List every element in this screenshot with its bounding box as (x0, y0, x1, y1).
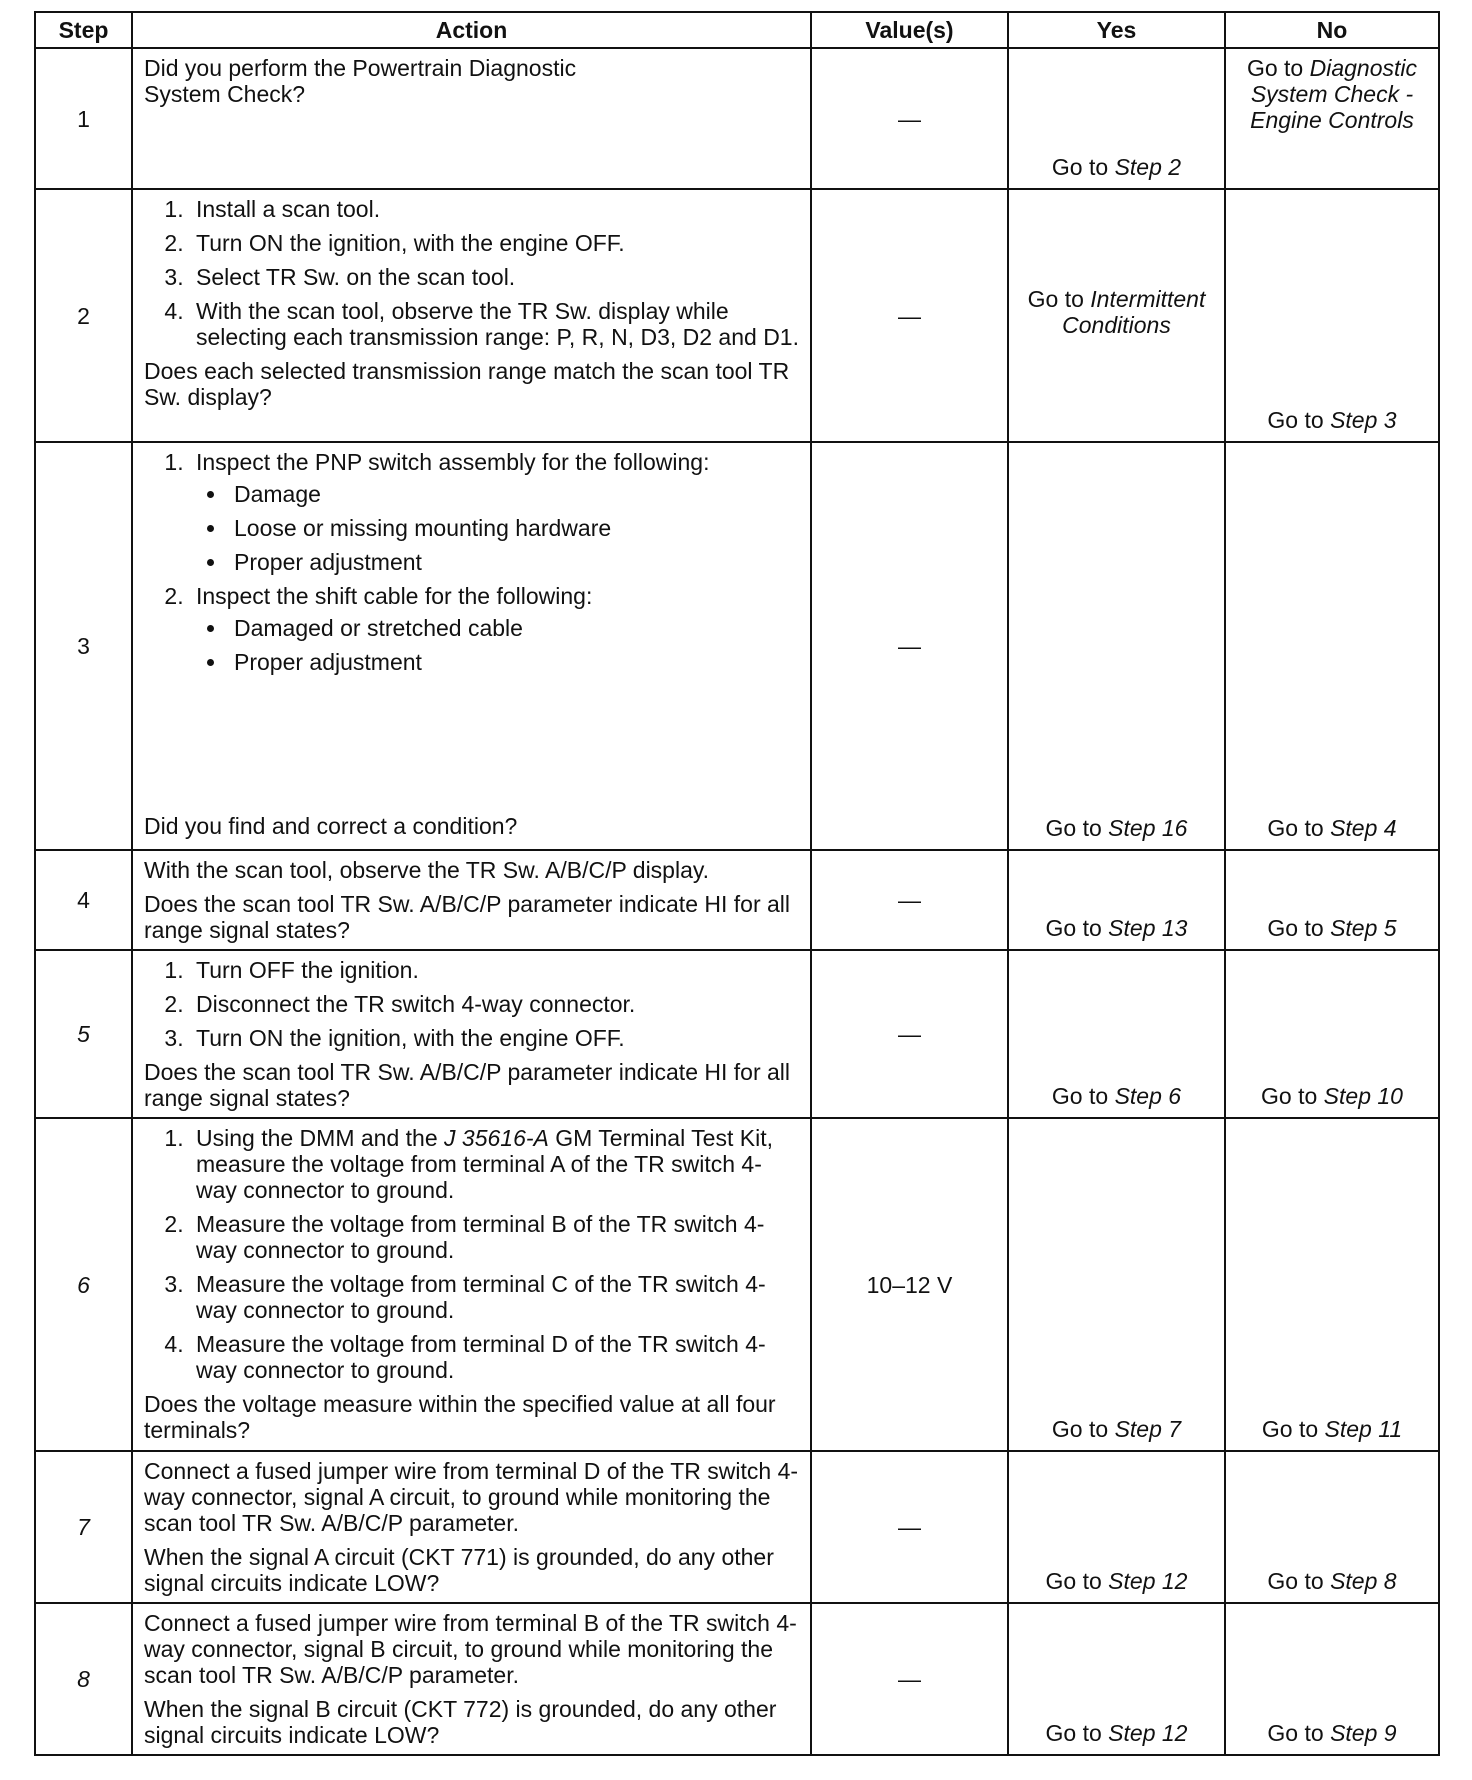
yes-link[interactable]: Step 12 (1108, 1568, 1188, 1594)
value-cell: — (811, 1603, 1008, 1755)
no-prefix: Go to (1261, 1083, 1324, 1109)
question-text: Does the voltage measure within the specified value at all four terminals? (144, 1391, 776, 1443)
yes-prefix: Go to (1045, 1720, 1109, 1746)
diagnostic-table (34, 11, 1440, 1756)
list-item-text: Inspect the PNP switch assembly for the following: (196, 449, 710, 475)
no-link[interactable]: Diagnostic System Check - Engine Controls (1250, 55, 1418, 133)
no-cell (1225, 1603, 1439, 1755)
yes-prefix: Go to (1051, 154, 1115, 180)
step-list (144, 196, 802, 350)
question-text: Does the scan tool TR Sw. A/B/C/P parameter indicate HI for all range signal states? (144, 891, 791, 943)
value-cell: — (811, 950, 1008, 1118)
no-prefix: Go to (1267, 1568, 1331, 1594)
step-number: 3 (35, 442, 132, 850)
step-number: 4 (35, 850, 132, 950)
no-cell (1225, 1451, 1439, 1603)
step-number: 5 (35, 950, 132, 1118)
header-step: Step (35, 12, 132, 48)
no-link[interactable]: Step 8 (1330, 1568, 1397, 1594)
list-item: 1. Turn OFF the ignition. (190, 957, 802, 983)
bullet-item: • Proper adjustment (228, 649, 802, 675)
bullet-item: • Loose or missing mounting hardware (228, 515, 802, 541)
yes-link[interactable]: Step 6 (1114, 1083, 1182, 1109)
bullet-item: • Proper adjustment (228, 549, 802, 575)
action-text: Connect a fused jumper wire from terminal D of the TR switch 4-way connector, signal A circuit, to ground while monitoring the scan tool TR Sw. A/B/C/P parameter. (144, 1458, 799, 1536)
question-text: When the signal B circuit (CKT 772) is grounded, do any other signal circuits indicate LOW? (144, 1696, 777, 1748)
action-cell (132, 442, 811, 850)
header-yes: Yes (1008, 12, 1225, 48)
yes-prefix: Go to (1045, 815, 1109, 841)
yes-link[interactable]: Step 12 (1108, 1720, 1188, 1746)
no-cell (1225, 1118, 1439, 1451)
yes-cell (1008, 48, 1225, 189)
list-item-text: Inspect the shift cable for the following: (196, 583, 593, 609)
table-row (35, 48, 1439, 189)
list-item: 1. Install a scan tool. (190, 196, 802, 222)
bullet-item: • Damage (228, 481, 802, 507)
list-item: 4. Measure the voltage from terminal D of the TR switch 4-way connector to ground. (190, 1331, 802, 1383)
action-text: With the scan tool, observe the TR Sw. A/B/C/P display. (144, 857, 710, 883)
yes-cell (1008, 189, 1225, 442)
yes-prefix: Go to (1045, 915, 1109, 941)
list-item (190, 583, 802, 675)
list-item: 2. Turn ON the ignition, with the engine OFF. (190, 230, 802, 256)
question-text: Does the scan tool TR Sw. A/B/C/P parameter indicate HI for all range signal states? (144, 1059, 791, 1111)
no-cell (1225, 442, 1439, 850)
bullet-list (196, 615, 802, 675)
value-cell: — (811, 850, 1008, 950)
table-row (35, 1603, 1439, 1755)
list-item: 4. With the scan tool, observe the TR Sw. display while selecting each transmission range: P, R, N, D3, D2 and D1. (190, 298, 802, 350)
no-cell (1225, 950, 1439, 1118)
no-link[interactable]: Step 11 (1324, 1416, 1403, 1442)
yes-link[interactable]: Step 16 (1108, 815, 1188, 841)
value-cell: — (811, 48, 1008, 189)
no-prefix: Go to (1246, 55, 1310, 81)
yes-link[interactable]: Step 13 (1108, 915, 1188, 941)
table-row (35, 950, 1439, 1118)
step-list (144, 1125, 802, 1383)
yes-prefix: Go to (1027, 285, 1091, 312)
no-link[interactable]: Step 10 (1323, 1083, 1403, 1109)
list-item: 2. Measure the voltage from terminal B of the TR switch 4-way connector to ground. (190, 1211, 802, 1263)
yes-prefix: Go to (1051, 1416, 1115, 1442)
action-cell (132, 1603, 811, 1755)
action-cell (132, 189, 811, 442)
step-number: 1 (35, 48, 132, 189)
step-list (144, 449, 802, 675)
yes-cell (1008, 1603, 1225, 1755)
no-link[interactable]: Step 4 (1330, 815, 1397, 841)
yes-link[interactable]: Step 2 (1114, 154, 1182, 180)
table-row (35, 850, 1439, 950)
list-item: 2. Disconnect the TR switch 4-way connector. (190, 991, 802, 1017)
no-cell (1225, 48, 1439, 189)
yes-link[interactable]: Step 7 (1114, 1416, 1182, 1442)
question-text: Does each selected transmission range match the scan tool TR Sw. display? (144, 358, 790, 410)
list-item (190, 449, 802, 575)
yes-cell (1008, 950, 1225, 1118)
action-text: Connect a fused jumper wire from terminal B of the TR switch 4-way connector, signal B circuit, to ground while monitoring the scan tool TR Sw. A/B/C/P parameter. (144, 1610, 797, 1688)
header-no: No (1225, 12, 1439, 48)
table-row (35, 189, 1439, 442)
action-cell (132, 850, 811, 950)
action-cell (132, 950, 811, 1118)
tool-name: J 35616-A (444, 1125, 549, 1151)
value-cell: 10–12 V (811, 1118, 1008, 1451)
no-cell (1225, 850, 1439, 950)
yes-cell (1008, 850, 1225, 950)
yes-prefix: Go to (1051, 1083, 1115, 1109)
list-item: 3. Select TR Sw. on the scan tool. (190, 264, 802, 290)
step-list (144, 957, 802, 1051)
step-number: 7 (35, 1451, 132, 1603)
header-row (35, 12, 1439, 48)
no-prefix: Go to (1261, 1416, 1325, 1442)
action-cell (132, 1451, 811, 1603)
table-row (35, 1118, 1439, 1451)
yes-cell (1008, 1451, 1225, 1603)
no-link[interactable]: Step 3 (1330, 407, 1397, 433)
value-cell: — (811, 1451, 1008, 1603)
list-item (190, 1125, 802, 1203)
list-item: 3. Measure the voltage from terminal C of the TR switch 4-way connector to ground. (190, 1271, 802, 1323)
no-prefix: Go to (1267, 915, 1331, 941)
yes-cell (1008, 1118, 1225, 1451)
yes-link[interactable]: Intermittent Conditions (1062, 285, 1206, 338)
no-cell (1225, 189, 1439, 442)
no-link[interactable]: Step 5 (1330, 915, 1397, 941)
step-number: 2 (35, 189, 132, 442)
action-cell (132, 1118, 811, 1451)
no-link[interactable]: Step 9 (1330, 1720, 1397, 1746)
no-prefix: Go to (1267, 815, 1331, 841)
question-text: When the signal A circuit (CKT 771) is grounded, do any other signal circuits indicate LOW? (144, 1544, 774, 1596)
table-row (35, 1451, 1439, 1603)
step-number: 8 (35, 1603, 132, 1755)
value-cell: — (811, 189, 1008, 442)
question-text: Did you find and correct a condition? (144, 813, 518, 839)
action-cell (132, 48, 811, 189)
list-item-text: GM Terminal Test Kit, measure the voltage from terminal A of the TR switch 4-way connector to ground. (196, 1125, 773, 1203)
yes-cell (1008, 442, 1225, 850)
value-cell: — (811, 442, 1008, 850)
no-prefix: Go to (1267, 407, 1331, 433)
list-item-text: Using the DMM and the (196, 1125, 445, 1151)
yes-prefix: Go to (1045, 1568, 1109, 1594)
action-text: Did you perform the Powertrain Diagnostic System Check? (144, 55, 577, 107)
bullet-list (196, 481, 802, 575)
bullet-item: • Damaged or stretched cable (228, 615, 802, 641)
header-action: Action (132, 12, 811, 48)
table-row (35, 442, 1439, 850)
step-number: 6 (35, 1118, 132, 1451)
no-prefix: Go to (1267, 1720, 1331, 1746)
list-item: 3. Turn ON the ignition, with the engine OFF. (190, 1025, 802, 1051)
header-values: Value(s) (811, 12, 1008, 48)
